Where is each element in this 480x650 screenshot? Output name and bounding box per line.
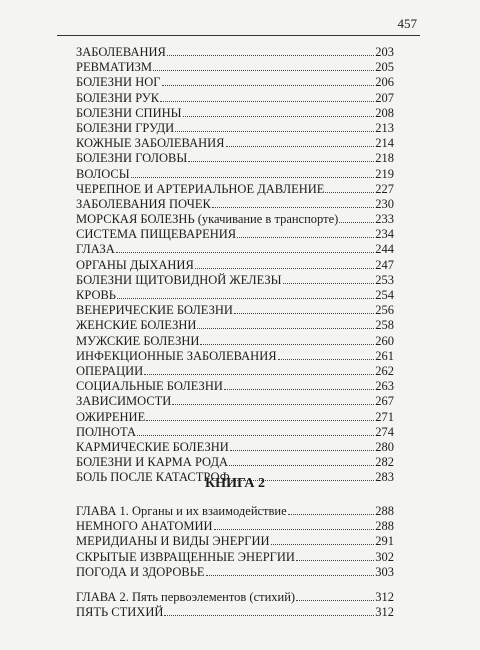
toc-entry-page: 218 <box>375 151 394 166</box>
dot-leader <box>206 575 375 576</box>
toc-entry <box>76 379 394 394</box>
toc-entry-title: МОРСКАЯ БОЛЕЗНЬ (укачивание в транспорте) <box>76 212 339 227</box>
dot-leader <box>200 344 374 345</box>
toc-entry-page: 213 <box>375 120 394 135</box>
dot-leader <box>167 55 374 56</box>
dot-leader <box>234 313 374 314</box>
toc-entry-title: ГЛАВА 2. Пять первоэлементов (стихий) <box>76 590 296 604</box>
dot-leader <box>288 514 375 515</box>
toc-entry-page: 303 <box>375 564 394 579</box>
toc-entry-title: ПОЛНОТА <box>76 424 137 439</box>
toc-entry-page: 261 <box>375 348 394 363</box>
toc-entry-page: 271 <box>375 409 394 424</box>
toc-entry <box>76 440 394 455</box>
toc-entry <box>76 91 394 106</box>
toc-entry <box>76 60 394 75</box>
dot-leader <box>283 283 375 284</box>
toc-entry <box>76 121 394 136</box>
toc-entry <box>76 565 394 580</box>
dot-leader <box>131 177 375 178</box>
toc-entry <box>76 504 394 519</box>
toc-entry-page: 260 <box>375 333 394 348</box>
toc-entry <box>76 197 394 212</box>
toc-entry <box>76 75 394 90</box>
toc-entry-title: ПОГОДА И ЗДОРОВЬЕ <box>76 564 205 579</box>
toc-entry-title: НЕМНОГО АНАТОМИИ <box>76 519 213 534</box>
toc-entry-page: 302 <box>375 549 394 564</box>
toc-entry-title: ПЯТЬ СТИХИЙ <box>76 605 164 620</box>
toc-entry-page: 288 <box>375 504 394 518</box>
toc-entry-title: БОЛЕЗНИ ГОЛОВЫ <box>76 151 188 166</box>
dot-leader <box>230 450 374 451</box>
toc-entry-page: 244 <box>375 242 394 257</box>
toc-entry-page: 247 <box>375 257 394 272</box>
toc-entry-page: 214 <box>375 136 394 151</box>
dot-leader <box>271 544 375 545</box>
dot-leader <box>146 420 374 421</box>
toc-entry-page: 274 <box>375 424 394 439</box>
dot-leader <box>229 465 374 466</box>
toc-entry <box>76 410 394 425</box>
toc-entry <box>76 212 394 227</box>
toc-entry-page: 282 <box>375 455 394 470</box>
toc-entry <box>76 227 394 242</box>
toc-chapter-one <box>76 504 394 580</box>
dot-leader <box>153 70 374 71</box>
toc-entry-page: 267 <box>375 394 394 409</box>
toc-entry-page: 312 <box>375 590 394 604</box>
toc-chapter-two <box>76 590 394 620</box>
toc-entry-title: ЧЕРЕПНОЕ И АРТЕРИАЛЬНОЕ ДАВЛЕНИЕ <box>76 181 325 196</box>
toc-entry <box>76 106 394 121</box>
dot-leader <box>160 101 374 102</box>
toc-entry-title: СОЦИАЛЬНЫЕ БОЛЕЗНИ <box>76 379 223 394</box>
toc-entry-title: БОЛЕЗНИ ЩИТОВИДНОЙ ЖЕЛЕЗЫ <box>76 272 282 287</box>
toc-entry <box>76 242 394 257</box>
toc-entry <box>76 288 394 303</box>
toc-entry <box>76 534 394 549</box>
dot-leader <box>339 222 374 223</box>
toc-entry <box>76 425 394 440</box>
toc-entry-page: 233 <box>375 212 394 227</box>
toc-entry-title: СИСТЕМА ПИЩЕВАРЕНИЯ <box>76 227 237 242</box>
toc-entry <box>76 182 394 197</box>
page-number: 457 <box>397 16 417 31</box>
toc-entry-page: 262 <box>375 363 394 378</box>
toc-entry-page: 219 <box>375 166 394 181</box>
toc-entry-page: 205 <box>375 60 394 75</box>
dot-leader <box>144 374 374 375</box>
toc-entry-title: ВЕНЕРИЧЕСКИЕ БОЛЕЗНИ <box>76 303 233 318</box>
toc-entry <box>76 273 394 288</box>
toc-entry <box>76 136 394 151</box>
dot-leader <box>212 207 374 208</box>
dot-leader <box>117 298 374 299</box>
toc-entry-title: ОЖИРЕНИЕ <box>76 409 146 424</box>
toc-entry-page: 207 <box>375 90 394 105</box>
toc-entry <box>76 258 394 273</box>
toc-entry <box>76 45 394 60</box>
toc-entry-page: 256 <box>375 303 394 318</box>
toc-entry-title: ГЛАВА 1. Органы и их взаимодействие <box>76 504 287 518</box>
toc-entry-title: ЗАВИСИМОСТИ <box>76 394 172 409</box>
toc-entry-title: БОЛЕЗНИ ГРУДИ <box>76 120 175 135</box>
toc-entry-page: 227 <box>375 181 394 196</box>
toc-entry-title: БОЛЬ ПОСЛЕ КАТАСТРОФ <box>76 470 230 485</box>
toc-entry <box>76 550 394 565</box>
dot-leader <box>137 435 374 436</box>
toc-entry-page: 230 <box>375 196 394 211</box>
toc-entry-page: 253 <box>375 272 394 287</box>
toc-entry <box>76 318 394 333</box>
toc-entry <box>76 590 394 605</box>
dot-leader <box>325 192 374 193</box>
toc-entry <box>76 519 394 534</box>
dot-leader <box>296 600 374 601</box>
toc-list <box>76 45 394 485</box>
toc-entry-page: 312 <box>375 605 394 620</box>
toc-entry-title: БОЛЕЗНИ И КАРМА РОДА <box>76 455 229 470</box>
toc-entry-page: 254 <box>375 288 394 302</box>
dot-leader <box>278 359 375 360</box>
toc-entry-title: ВОЛОСЫ <box>76 166 130 181</box>
dot-leader <box>296 560 374 561</box>
toc-entry <box>76 455 394 470</box>
dot-leader <box>175 131 374 132</box>
toc-entry-page: 206 <box>375 75 394 90</box>
dot-leader <box>183 116 375 117</box>
toc-entry <box>76 167 394 182</box>
toc-entry-title: БОЛЕЗНИ СПИНЫ <box>76 105 182 120</box>
toc-entry-page: 280 <box>375 439 394 454</box>
toc-entry-page: 203 <box>375 45 394 59</box>
toc-entry <box>76 394 394 409</box>
dot-leader <box>214 529 375 530</box>
toc-entry-page: 234 <box>375 227 394 242</box>
toc-entry-page: 263 <box>375 379 394 394</box>
toc-entry-title: БОЛЕЗНИ НОГ <box>76 75 161 90</box>
toc-entry-title: ОПЕРАЦИИ <box>76 363 144 378</box>
dot-leader <box>224 389 374 390</box>
header-rule <box>57 35 420 36</box>
toc-entry-title: КРОВЬ <box>76 288 116 302</box>
toc-entry <box>76 334 394 349</box>
toc-entry-page: 258 <box>375 318 394 333</box>
dot-leader <box>116 252 374 253</box>
toc-entry <box>76 364 394 379</box>
dot-leader <box>164 615 374 616</box>
toc-entry-title: ЗАБОЛЕВАНИЯ ПОЧЕК <box>76 196 211 211</box>
toc-entry-page: 208 <box>375 105 394 120</box>
toc-entry-title: ИНФЕКЦИОННЫЕ ЗАБОЛЕВАНИЯ <box>76 348 277 363</box>
toc-entry-title: КОЖНЫЕ ЗАБОЛЕВАНИЯ <box>76 136 225 151</box>
toc-entry-page: 288 <box>375 519 394 534</box>
dot-leader <box>172 404 374 405</box>
toc-entry-title: СКРЫТЫЕ ИЗВРАЩЕННЫЕ ЭНЕРГИИ <box>76 549 295 564</box>
dot-leader <box>188 161 374 162</box>
toc-entry-title: МЕРИДИАНЫ И ВИДЫ ЭНЕРГИИ <box>76 534 270 549</box>
toc-entry-title: ОРГАНЫ ДЫХАНИЯ <box>76 257 194 272</box>
dot-leader <box>162 85 375 86</box>
book-heading: КНИГА 2 <box>205 476 265 491</box>
toc-entry-page: 283 <box>375 470 394 485</box>
toc-entry-title: БОЛЕЗНИ РУК <box>76 90 160 105</box>
toc-entry <box>76 605 394 620</box>
toc-entry-title: КАРМИЧЕСКИЕ БОЛЕЗНИ <box>76 439 229 454</box>
dot-leader <box>237 237 374 238</box>
toc-entry <box>76 151 394 166</box>
toc-entry <box>76 303 394 318</box>
dot-leader <box>197 328 374 329</box>
toc-entry <box>76 349 394 364</box>
toc-entry-title: РЕВМАТИЗМ <box>76 60 153 75</box>
dot-leader <box>195 268 374 269</box>
toc-entry-title: ЖЕНСКИЕ БОЛЕЗНИ <box>76 318 197 333</box>
toc-entry-title: ЗАБОЛЕВАНИЯ <box>76 45 166 59</box>
toc-entry-page: 291 <box>375 534 394 549</box>
toc-entry-title: МУЖСКИЕ БОЛЕЗНИ <box>76 333 200 348</box>
toc-entry-title: ГЛАЗА <box>76 242 115 257</box>
dot-leader <box>226 146 375 147</box>
